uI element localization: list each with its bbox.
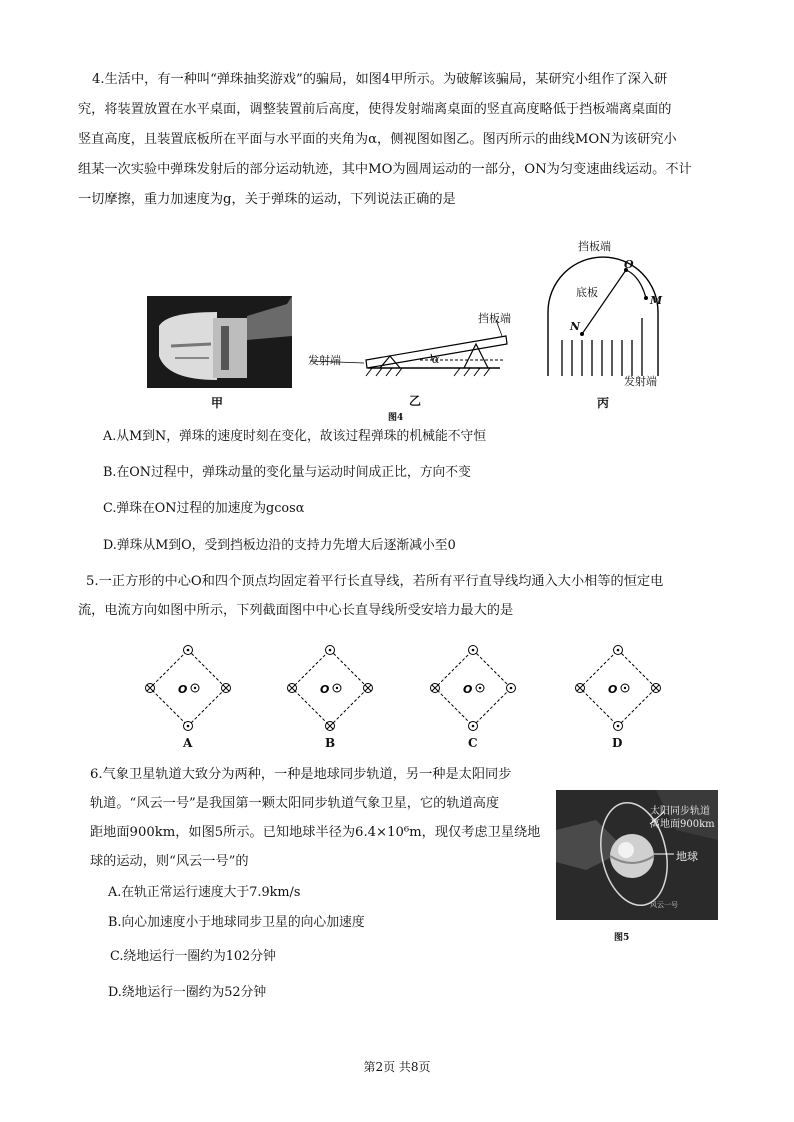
- q4-line-4: 组某一次实验中弹珠发射后的部分运动轨迹，其中MO为圆周运动的一部分，ON为匀变速曲线运动。不计: [78, 162, 692, 177]
- q4-line-5: 一切摩擦，重力加速度为g，关于弹珠的运动，下列说法正确的是: [78, 192, 456, 207]
- fig4-caption: 图4: [388, 413, 404, 423]
- q5-diagram-b: [282, 642, 382, 736]
- wire-right-in: [222, 684, 231, 693]
- wire-top-out: [184, 646, 193, 655]
- q5-label-b: B: [325, 736, 336, 750]
- fig4-base-board-label: 底板: [576, 286, 598, 299]
- fig5-orbit-label-1: 太阳同步轨道: [650, 806, 710, 817]
- q4-option-d: D.弹珠从M到O，受到挡板边沿的支持力先增大后逐渐减小至0: [103, 538, 456, 553]
- page-footer: 第2页 共8页: [363, 1060, 431, 1074]
- q4-option-a: A.从M到N，弹珠的速度时刻在变化，故该过程弹珠的机械能不守恒: [103, 429, 487, 444]
- wire-center-out: [621, 684, 629, 692]
- fig4-bing-trajectory: [540, 248, 670, 388]
- wire-bottom-in: [326, 722, 335, 731]
- wire-right-in: [364, 684, 373, 693]
- q4-option-b: B.在ON过程中，弹珠动量的变化量与运动时间成正比，方向不变: [103, 465, 471, 480]
- q5-label-a: A: [183, 736, 193, 750]
- wire-bottom-out: [614, 722, 623, 731]
- wire-center-out: [333, 684, 341, 692]
- wire-bottom-out: [469, 722, 478, 731]
- fig5-earth-label: 地球: [676, 850, 698, 863]
- q4-line-1: 4.生活中，有一种叫“弹珠抽奖游戏”的骗局，如图4甲所示。为破解该骗局，某研究小组作了深入研: [92, 72, 668, 87]
- fig4-bing-label: 丙: [597, 396, 610, 410]
- q4-option-c: C.弹珠在ON过程的加速度为gcosα: [103, 501, 305, 516]
- q5-line-2: 流，电流方向如图中所示，下列截面图中中心长直导线所受安培力最大的是: [78, 603, 514, 618]
- wire-right-out: [507, 684, 516, 693]
- fig4-point-n-label: N: [570, 320, 581, 333]
- q5-label-d: D: [612, 736, 623, 750]
- q6-option-d: D.绕地运行一圈约为52分钟: [108, 985, 267, 1000]
- q5-label-c: C: [468, 736, 478, 750]
- fig4-jia-label: 甲: [211, 396, 224, 410]
- q5-a-center-label: O: [178, 683, 188, 696]
- q5-d-center-label: O: [608, 683, 618, 696]
- q6-option-a: A.在轨正常运行速度大于7.9km/s: [108, 885, 301, 900]
- q5-diagram-a: [140, 642, 240, 736]
- wire-left-in: [431, 684, 440, 693]
- fig4-launch-end-label-bing: 发射端: [624, 375, 657, 388]
- fig4-baffle-end-label-bing: 挡板端: [578, 240, 611, 253]
- wire-left-in: [576, 684, 585, 693]
- fig5-satellite-label: 风云一号: [650, 901, 678, 909]
- q4-line-2: 究，将装置放置在水平桌面，调整装置前后高度，使得发射端离桌面的竖直高度略低于挡板端离桌面的: [78, 102, 672, 117]
- fig4-point-o-label: O: [624, 258, 634, 271]
- fig4-alpha-label: α: [432, 353, 440, 366]
- q5-b-center-label: O: [320, 683, 330, 696]
- q4-line-3: 竖直高度，且装置底板所在平面与水平面的夹角为α，侧视图如图乙。图丙所示的曲线MON为该研究小: [78, 132, 677, 147]
- q6-line-2: 轨道。“风云一号”是我国第一颗太阳同步轨道气象卫星，它的轨道高度: [90, 796, 500, 811]
- q5-diagram-d: [570, 642, 670, 736]
- wire-right-in: [652, 684, 661, 693]
- q6-option-b: B.向心加速度小于地球同步卫星的向心加速度: [108, 915, 365, 930]
- wire-top-out: [326, 646, 335, 655]
- wire-center-out: [476, 684, 484, 692]
- q6-line-4: 球的运动，则“风云一号”的: [90, 854, 249, 869]
- wire-bottom-out: [184, 722, 193, 731]
- wire-top-out: [469, 646, 478, 655]
- wire-center-out: [191, 684, 199, 692]
- fig5-caption: 图5: [614, 933, 630, 943]
- q6-line-3: 距地面900km，如图5所示。已知地球半径为6.4×10⁶m，现仅考虑卫星绕地: [90, 825, 541, 840]
- wire-left-in: [146, 684, 155, 693]
- fig4-jia-photo: [147, 296, 292, 388]
- fig5-orbit-label-2: 离地面900km: [650, 819, 715, 830]
- fig4-baffle-end-label-yi: 挡板端: [478, 312, 511, 325]
- q6-option-c: C.绕地运行一圈约为102分钟: [110, 949, 276, 964]
- wire-top-out: [614, 646, 623, 655]
- q6-line-1: 6.气象卫星轨道大致分为两种，一种是地球同步轨道，另一种是太阳同步: [90, 767, 512, 782]
- fig4-launch-end-label: 发射端: [308, 354, 341, 367]
- q5-c-center-label: O: [463, 683, 473, 696]
- q5-line-1: 5.一正方形的中心O和四个顶点均固定着平行长直导线，若所有平行直导线均通入大小相等的恒定电: [86, 574, 664, 589]
- fig4-point-m-label: M: [650, 294, 663, 307]
- q5-diagram-c: [425, 642, 525, 736]
- wire-left-in: [288, 684, 297, 693]
- fig4-yi-label: 乙: [409, 394, 422, 408]
